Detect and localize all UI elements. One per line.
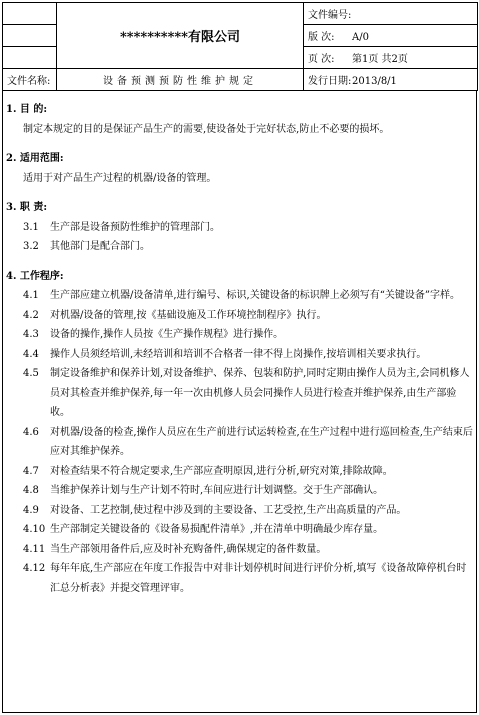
document-header-table [2, 2, 478, 91]
item-number: 3.1 [23, 221, 39, 233]
item-text: 当生产部领用备件后,应及时补充购备件,确保规定的备件数量。 [50, 543, 327, 555]
section-text: 适用于对产品生产过程的机器/设备的管理。 [23, 172, 217, 184]
item-number: 4.1 [23, 290, 39, 301]
section-title: 1. 目 的: [6, 104, 48, 115]
doc-number-cell [304, 3, 478, 25]
section-title: 3. 职 责: [6, 202, 48, 213]
list-item [6, 540, 473, 560]
list-item [6, 501, 473, 521]
header-blank-cell [3, 3, 57, 25]
list-item [6, 345, 473, 365]
section-text: 制定本规定的目的是保证产品生产的需要,使设备处于完好状态,防止不必要的损坏。 [23, 123, 390, 135]
item-text: 对检查结果不符合规定要求,生产部应查明原因,进行分析,研究对策,排除故障。 [50, 465, 393, 477]
item-text: 生产部是设备预防性维护的管理部门。 [50, 221, 220, 233]
company-name: **********有限公司 [57, 3, 304, 69]
item-number: 4.7 [23, 465, 39, 477]
list-item [6, 559, 473, 598]
item-number: 4.10 [23, 524, 46, 535]
item-number: 4.2 [23, 309, 39, 321]
file-name-label: 文件名称: [3, 69, 57, 91]
section-title: 4. 工作程序: [6, 270, 64, 282]
file-name-value: 设备预测预防性维护规定 [57, 69, 304, 91]
item-text: 当维护保养计划与生产计划不符时,车间应进行计划调整。交于生产部确认。 [50, 485, 384, 496]
item-number: 4.11 [23, 543, 46, 555]
header-blank-cell [3, 47, 57, 69]
item-text: 对机器/设备的检查,操作人员应在生产前进行试运转检查,在生产过程中进行巡回检查,生产结束后应对其维护保养。 [50, 426, 473, 457]
item-text: 生产部应建立机器/设备清单,进行编号、标识,关键设备的标识牌上必须写有“关键设备”字样。 [50, 290, 460, 301]
item-text: 生产部制定关键设备的《设备易损配件清单》,并在清单中明确最少库存量。 [50, 524, 384, 535]
list-item [6, 520, 473, 540]
header-blank-cell [3, 25, 57, 47]
item-number: 4.6 [23, 426, 39, 438]
list-item [6, 364, 473, 423]
item-text: 设备的操作,操作人员按《生产操作规程》进行操作。 [50, 329, 284, 340]
page-value: 第1页 共2页 [352, 54, 408, 65]
item-number: 4.8 [23, 485, 39, 496]
item-number: 4.4 [23, 348, 39, 360]
item-text: 对机器/设备的管理,按《基础设施及工作环境控制程序》执行。 [50, 309, 327, 321]
page-label: 页 次: [308, 54, 335, 65]
list-item [6, 481, 473, 501]
list-item [6, 286, 473, 306]
list-item [6, 218, 473, 238]
item-number: 3.2 [23, 241, 39, 252]
document-body [2, 90, 477, 713]
version-cell [304, 25, 478, 47]
section-title: 2. 适用范围: [6, 153, 64, 164]
item-number: 4.9 [23, 504, 39, 516]
list-item [6, 462, 473, 482]
item-number: 4.5 [23, 368, 39, 379]
version-value: A/0 [352, 32, 369, 43]
version-label: 版 次: [308, 32, 335, 43]
item-number: 4.3 [23, 329, 39, 340]
issue-date-label: 发行日期: [308, 76, 352, 87]
item-text: 每年年底,生产部应在年度工作报告中对非计划停机时间进行评价分析,填写《设备故障停机台时汇总分析表》并提交管理评审。 [50, 563, 467, 594]
list-item [6, 237, 473, 257]
list-item [6, 325, 473, 345]
item-text: 制定设备维护和保养计划,对设备维护、保养、包装和防护,同时定期由操作人员为主,会同机修人员对其检查并维护保养,每一年一次由机修人员会同操作人员进行检查并维护保养,由生产部验收。 [50, 368, 470, 418]
item-text: 操作人员须经培训,未经培训和培训不合格者一律不得上岗操作,按培训相关要求执行。 [50, 348, 427, 360]
page-cell [304, 47, 478, 69]
issue-date-cell [304, 69, 478, 91]
document-content [6, 98, 473, 598]
issue-date-value: 2013/8/1 [352, 76, 397, 87]
doc-number-label: 文件编号: [308, 10, 352, 21]
item-text: 其他部门是配合部门。 [50, 241, 150, 252]
list-item [6, 306, 473, 326]
item-number: 4.12 [23, 563, 46, 574]
item-text: 对设备、工艺控制,使过程中涉及到的主要设备、工艺受控,生产出高质量的产品。 [50, 504, 407, 516]
list-item [6, 423, 473, 462]
